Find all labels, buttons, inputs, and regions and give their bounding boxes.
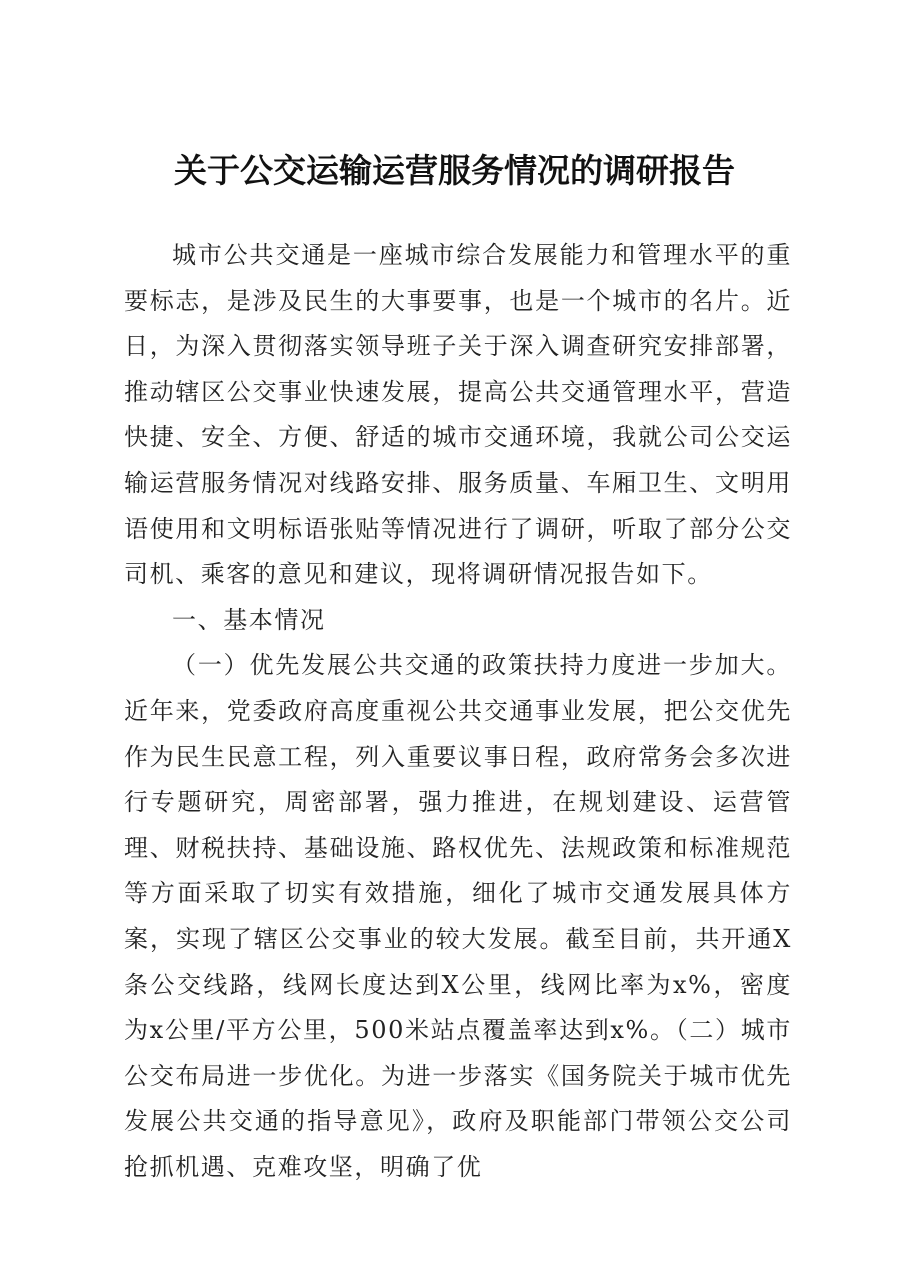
section-heading-basic-situation: 一、基本情况 (172, 605, 326, 634)
paragraph-intro: 城市公共交通是一座城市综合发展能力和管理水平的重要标志，是涉及民生的大事要事，也是一个城市的名片。近日，为深入贯彻落实领导班子关于深入调查研究安排部署，推动辖区公交事业快速发展，提高公共交通管理水平，营造快捷、安全、方便、舒适的城市交通环境，我就公司公交运输运营服务情况对线路安排、服务质量、车厢卫生、文明用语使用和文明标语张贴等情况进行了调研，听取了部分公交司机、乘客的意见和建议，现将调研情况报告如下。 (124, 241, 792, 589)
paragraph-policy-support: （一）优先发展公共交通的政策扶持力度进一步加大。近年来，党委政府高度重视公共交通事业发展，把公交优先作为民生民意工程，列入重要议事日程，政府常务会多次进行专题研究，周密部署，强力推进，在规划建设、运营管理、财税扶持、基础设施、路权优先、法规政策和标准规范等方面采取了切实有效措施，细化了城市交通发展具体方案，实现了辖区公交事业的较大发展。截至目前，共开通X条公交线路，线网长度达到X公里，线网比率为x%，密度为x公里/平方公里，500米站点覆盖率达到x%。（二）城市公交布局进一步优化。为进一步落实《国务院关于城市优先发展公共交通的指导意见》，政府及职能部门带领公交公司抢抓机遇、克难攻坚，明确了优 (124, 651, 792, 1181)
document-body (124, 233, 792, 1190)
document-title: 关于公交运输运营服务情况的调研报告 (174, 151, 735, 190)
